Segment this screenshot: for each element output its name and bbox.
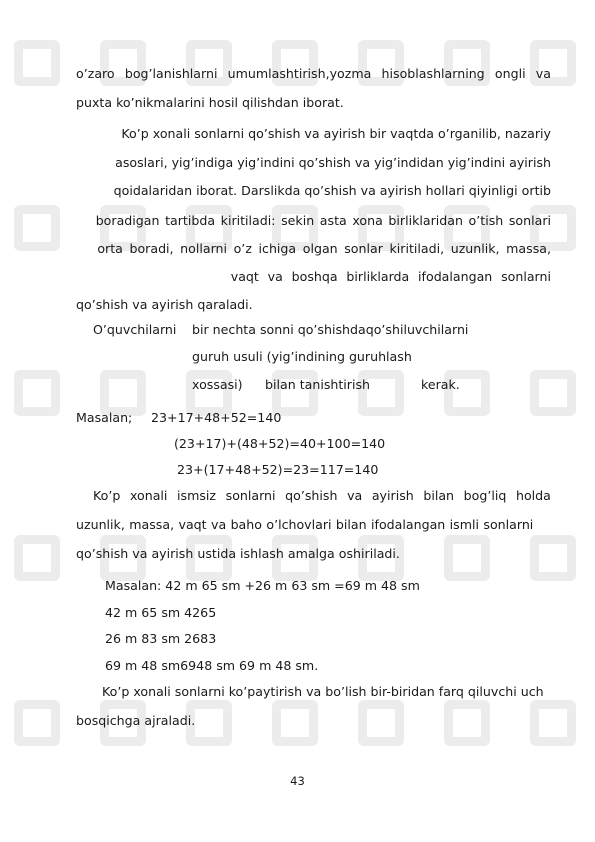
example2-line4: 69 m 48 sm6948 sm 69 m 48 sm. (105, 658, 319, 673)
p1-line1 (76, 66, 551, 81)
table-row-3c: kerak. (421, 377, 460, 392)
table-row-2: guruh usuli (yig’indining guruhlash (192, 349, 412, 364)
example-eq2: (23+17)+(48+52)=40+100=140 (174, 436, 386, 451)
word: ismsiz (177, 488, 217, 503)
word: ongli (494, 66, 526, 81)
p4-line2: bosqichga ajraladi. (76, 713, 196, 728)
word: qo’shish (285, 488, 338, 503)
word: va (347, 488, 363, 503)
example2-line2: 42 m 65 sm 4265 (105, 605, 217, 620)
word: hisoblashlarning (381, 66, 485, 81)
word: sonlarni (225, 488, 276, 503)
example-eq1: 23+17+48+52=140 (151, 410, 282, 425)
word: umumlashtirish,yozma (227, 66, 372, 81)
p2-line2: asoslari, yig’indiga yig’indini qo’shish va yig’indidan yig’indini ayirish (115, 155, 551, 170)
table-row-1: bir nechta sonni qo’shishdaqo’shiluvchilarni (192, 322, 469, 337)
word: o’zaro (76, 66, 115, 81)
word: bog’lanishlarni (124, 66, 218, 81)
p2-line1: Ko’p xonali sonlarni qo’shish va ayirish bir vaqtda o’rganilib, nazariy (121, 126, 551, 141)
p2-line4: boradigan tartibda kiritiladi: sekin asta xona birliklaridan o’tish sonlari (95, 213, 551, 228)
page-number: 43 (290, 774, 305, 788)
example2-line1: Masalan: 42 m 65 sm +26 m 63 sm =69 m 48 sm (105, 578, 420, 593)
example-eq3: 23+(17+48+52)=23=117=140 (177, 462, 379, 477)
p2-line6: vaqt va boshqa birliklarda ifodalangan sonlarni (230, 269, 551, 284)
p2-line3: qoidalaridan iborat. Darslikda qo’shish va ayirish hollari qiyinligi ortib (113, 183, 551, 198)
word: Ko’p (93, 488, 121, 503)
table-label: O’quvchilarni (93, 322, 177, 337)
p3-line2: uzunlik, massa, vaqt va baho o’lchovlari bilan ifodalangan ismli sonlarni (76, 517, 534, 532)
p1-line2: puxta ko’nikmalarini hosil qilishdan iborat. (76, 95, 344, 110)
table-row-3a: xossasi) (192, 377, 243, 392)
word: va (535, 66, 551, 81)
p2-line5: orta boradi, nollarni o’z ichiga olgan sonlar kiritiladi, uzunlik, massa, (97, 241, 551, 256)
p2-line7: qo’shish va ayirish qaraladi. (76, 297, 253, 312)
word: bilan (423, 488, 455, 503)
p4-line1: Ko’p xonali sonlarni ko’paytirish va bo’lish bir-biridan farq qiluvchi uch (102, 684, 544, 699)
word: holda (515, 488, 551, 503)
word: bog’liq (463, 488, 507, 503)
word: xonali (129, 488, 168, 503)
example-label: Masalan; (76, 410, 133, 425)
p3-line3: qo’shish va ayirish ustida ishlash amalga oshiriladi. (76, 546, 400, 561)
word: ayirish (371, 488, 414, 503)
p3-line1 (93, 488, 551, 503)
example2-line3: 26 m 83 sm 2683 (105, 631, 217, 646)
table-row-3b: bilan tanishtirish (265, 377, 371, 392)
